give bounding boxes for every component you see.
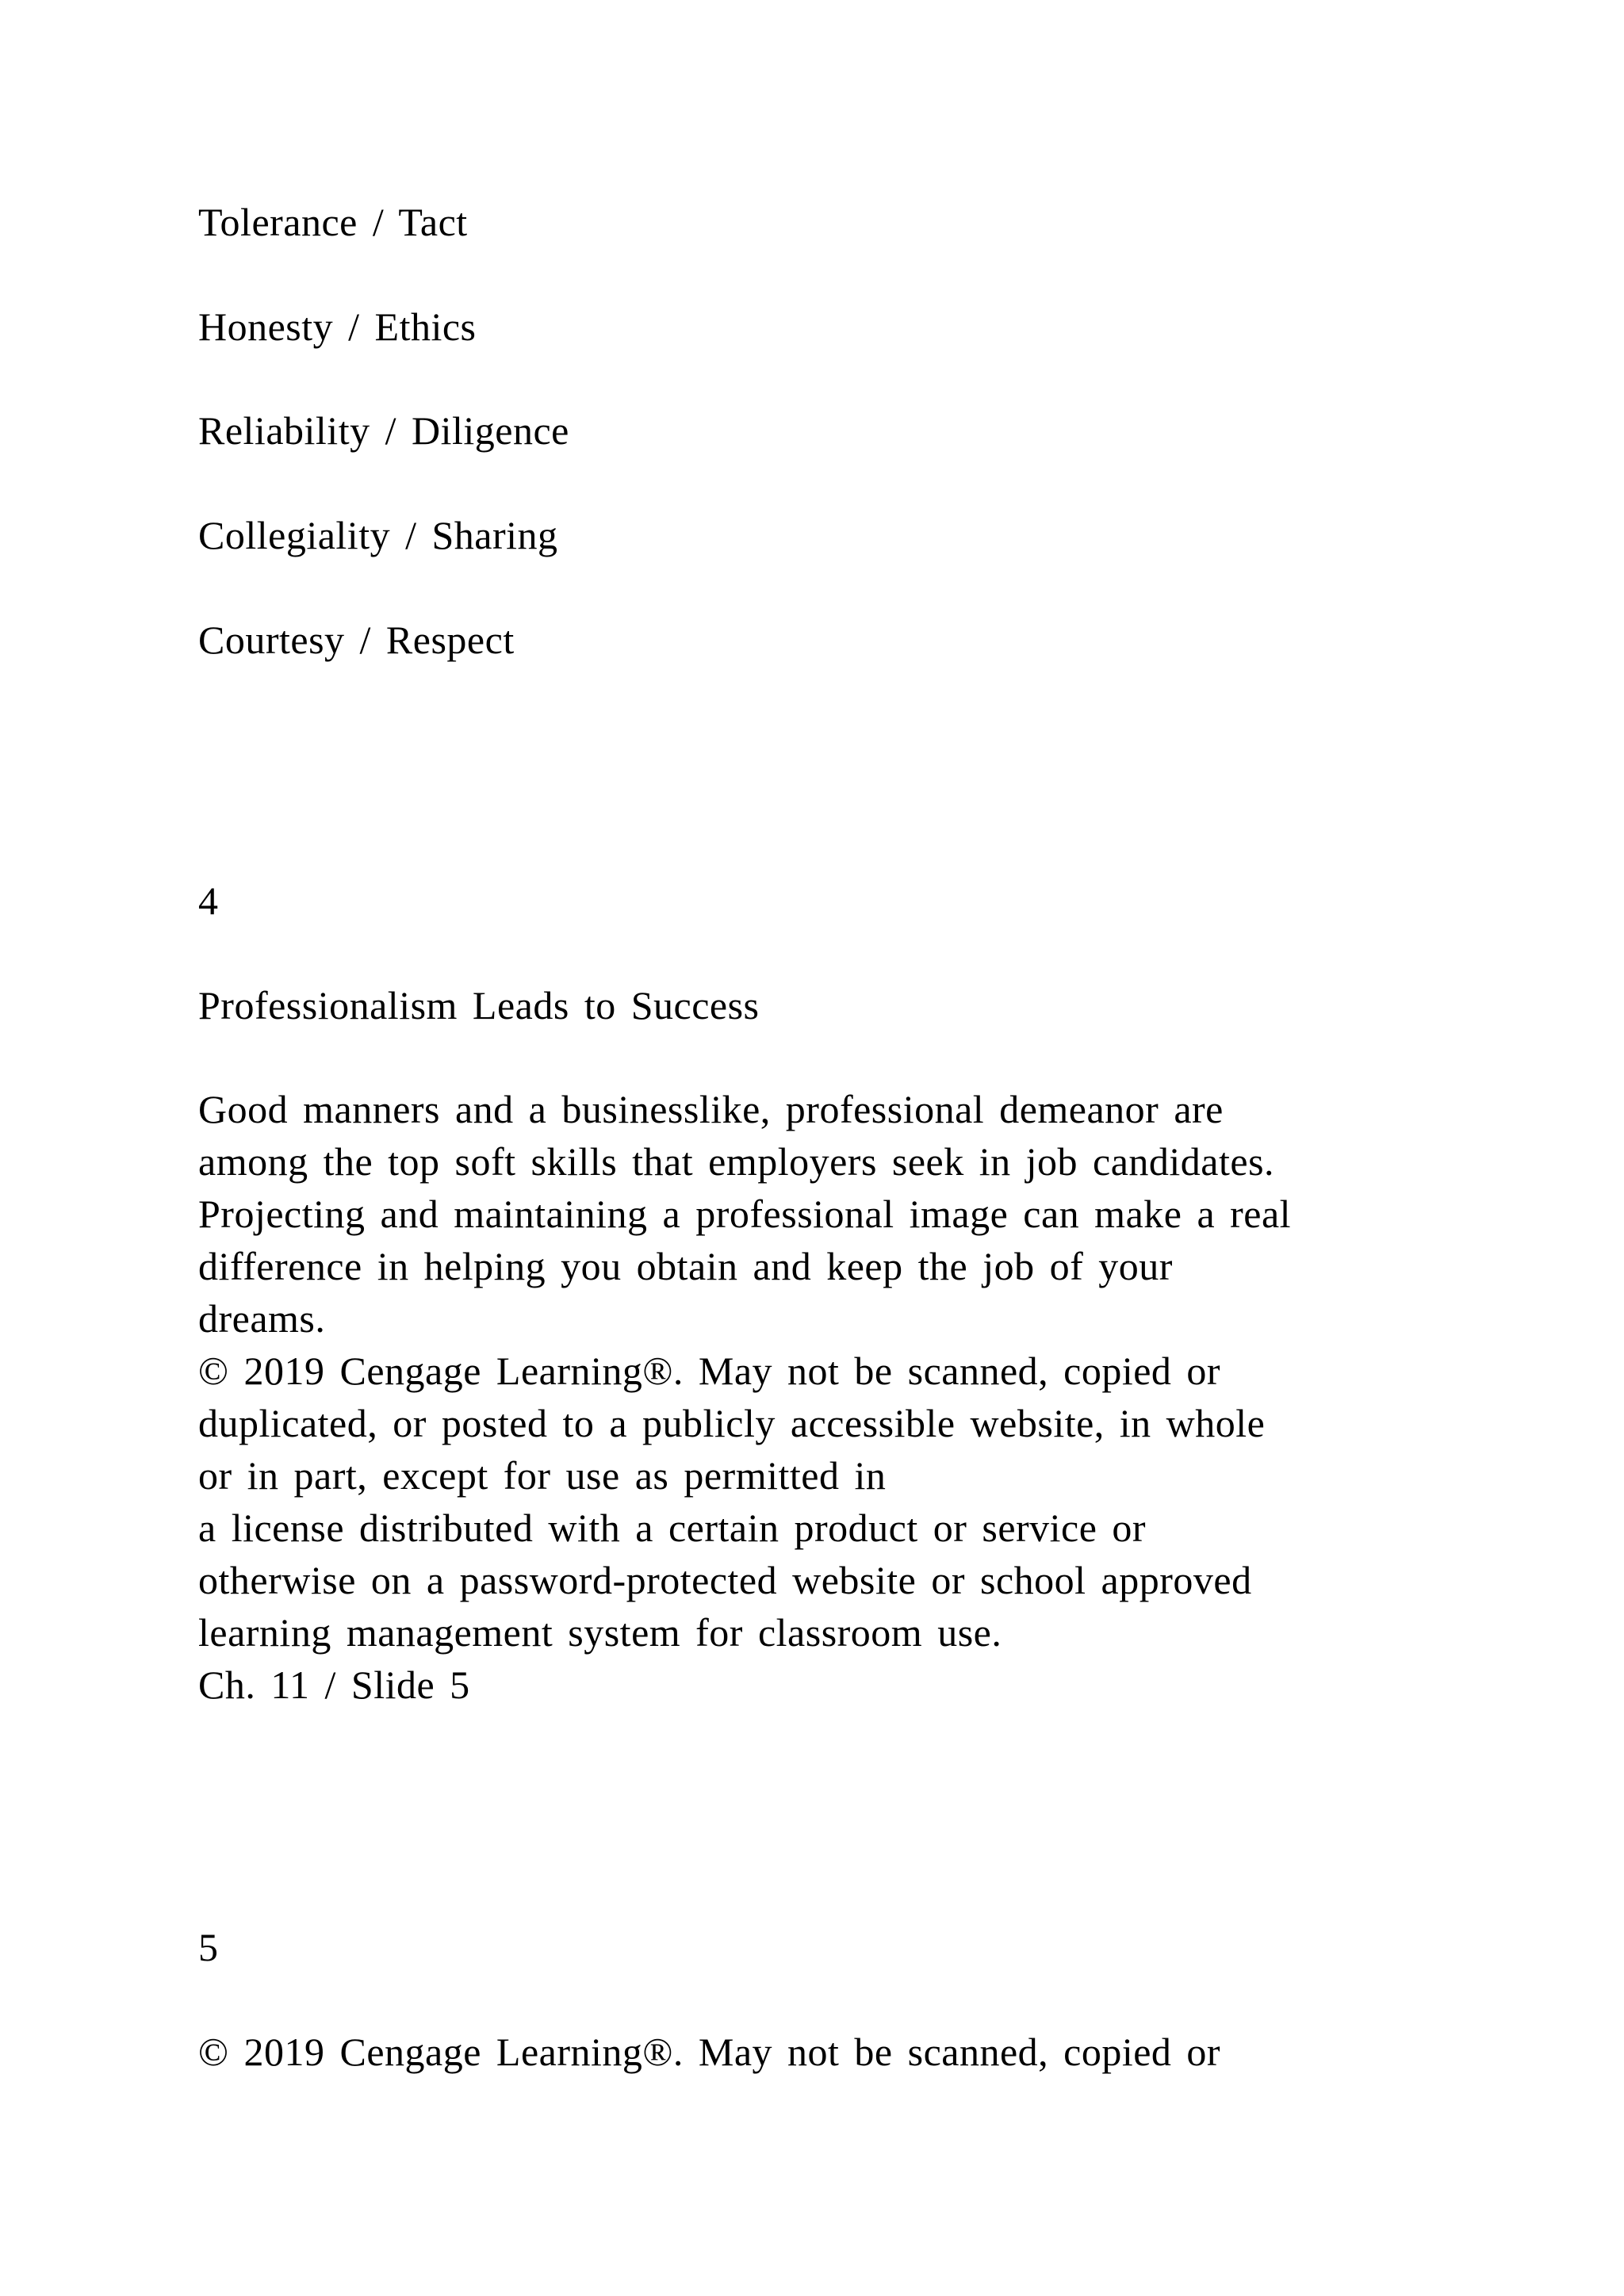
- copyright-line: duplicated, or posted to a publicly accessible website, in whole: [198, 1401, 1266, 1445]
- list-item-reliability: Reliability / Diligence: [198, 408, 569, 453]
- copyright-line: or in part, except for use as permitted in: [198, 1453, 887, 1498]
- section-title: Professionalism Leads to Success: [198, 983, 760, 1027]
- body-line: difference in helping you obtain and keep the job of your: [198, 1244, 1173, 1288]
- copyright-line: a license distributed with a certain product or service or: [198, 1506, 1147, 1550]
- slide-number: 5: [198, 1925, 219, 1969]
- list-item-collegiality: Collegiality / Sharing: [198, 513, 558, 557]
- body-line: among the top soft skills that employers seek in job candidates.: [198, 1139, 1275, 1184]
- body-line: dreams.: [198, 1296, 326, 1341]
- body-line: Good manners and a businesslike, professional demeanor are: [198, 1087, 1224, 1131]
- copyright-line: otherwise on a password-protected website or school approved: [198, 1558, 1252, 1602]
- footer-copyright: © 2019 Cengage Learning®. May not be scanned, copied or: [198, 2030, 1221, 2074]
- slide-number: 4: [198, 878, 219, 923]
- list-item-honesty: Honesty / Ethics: [198, 304, 477, 349]
- copyright-line: © 2019 Cengage Learning®. May not be scanned, copied or: [198, 1349, 1221, 1393]
- copyright-line: learning management system for classroom use.: [198, 1610, 1002, 1655]
- body-line: Projecting and maintaining a professional image can make a real: [198, 1192, 1292, 1236]
- slide-label: Ch. 11 / Slide 5: [198, 1663, 470, 1707]
- list-item-tolerance: Tolerance / Tact: [198, 200, 468, 244]
- list-item-courtesy: Courtesy / Respect: [198, 618, 515, 662]
